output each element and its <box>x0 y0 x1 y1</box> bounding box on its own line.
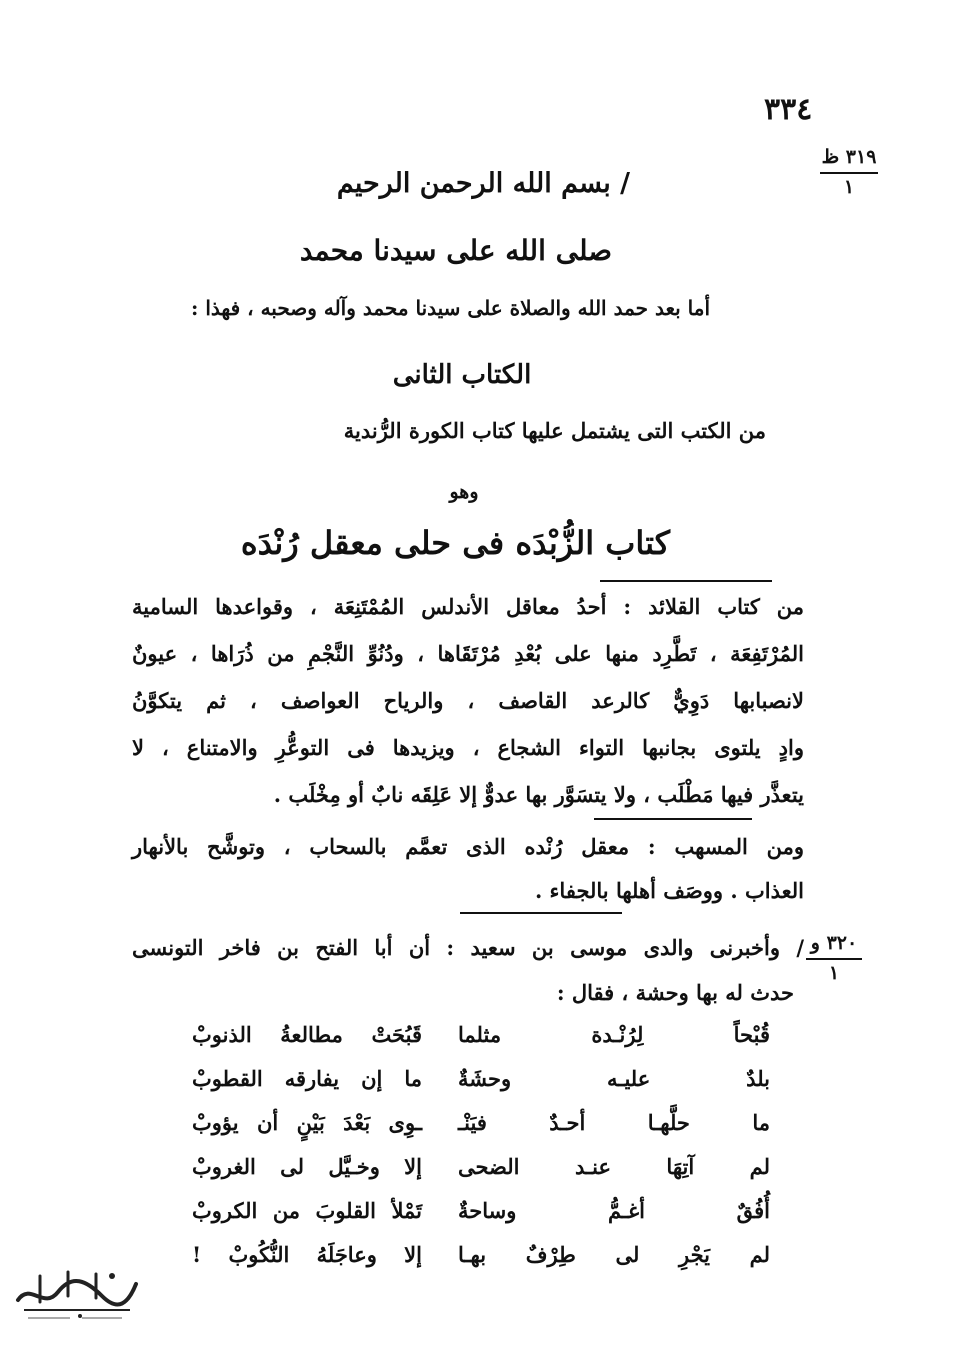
conjunction-line: وهو <box>449 481 479 503</box>
qalaid-line-4: وادٍ يلتوى بجانبها التواء الشجاع ، ويزيدها فى التوعُّرِ والامتناع ، لا <box>132 735 804 760</box>
narration-line-2: حدث له بها وحشة ، فقال : <box>556 980 794 1005</box>
verse-5-first-hemistich: أُفُقٌ أغـمُّ وساحةٌ <box>458 1198 770 1223</box>
marginal-folio-note <box>820 146 878 198</box>
verse-4-second-hemistich: إلا وخـيَّل لى الغروبْ <box>192 1154 422 1179</box>
verse-2-second-hemistich: ما إن يفارقه القطوبْ <box>192 1066 422 1091</box>
verse-1-first-hemistich: قُبْحاً لِرُنْـدة مثلما <box>458 1022 770 1047</box>
musahhab-line-1: ومن المسهب : معقل رُنْده الذى تعمَّم بالسحاب ، وتوشَّح بالأنهار <box>132 834 804 859</box>
qalaid-line-5: يتعذَّر فيها مَطْلَب ، ولا يتسَوَّر بها عدوٌّ إلا عَلِقَه نابٌ أو مِخْلَب . <box>273 782 804 807</box>
folio-label: ٣١٩ ظ <box>821 146 877 168</box>
book-two-title: الكتاب الثانى <box>392 360 532 390</box>
section-divider <box>600 580 772 582</box>
section-divider <box>460 912 622 914</box>
folio-divider <box>806 958 862 960</box>
library-stamp-icon <box>10 1262 142 1322</box>
verse-6-first-hemistich: لم يَجْرِ لى طِرْفٌ بهـا <box>458 1242 770 1267</box>
verse-1-second-hemistich: قَبُحَتْ مطالعةُ الذنوبْ <box>192 1022 422 1047</box>
verse-6-second-hemistich: إلا وعاجَلَهُ النُّكُوبْ ! <box>192 1242 422 1267</box>
folio-divider <box>820 172 878 174</box>
book-subtitle: من الكتب التى يشتمل عليها كتاب الكورة الرُّندية <box>343 418 766 443</box>
qalaid-line-2: المُرْتَفِعَة ، تَطَّرِد منها على بُعْدِ مُرْتَقَاها ، ودُنُوِّ النَّجْمِ من ذُرَاها ، عيونٌ <box>132 641 804 666</box>
verse-4-first-hemistich: لم آتِهَا عنـد الضحى <box>458 1154 770 1179</box>
verse-5-second-hemistich: تَمْلأ القلوبَ من الكروبْ <box>192 1198 422 1223</box>
salawat-heading: صلى الله على سيدنا محمد <box>299 234 612 267</box>
page-number: ٣٣٤ <box>764 92 813 127</box>
musahhab-line-2: العذاب . ووصَف أهلها بالجفاء . <box>534 878 804 903</box>
verse-3-second-hemistich: ـوِى بَعْدَ بَيْنٍ أن يؤوبْ <box>192 1110 422 1135</box>
marginal-folio-note <box>806 932 862 984</box>
opening-line: أما بعد حمد الله والصلاة على سيدنا محمد وآله وصحبه ، فهذا : <box>191 296 710 320</box>
narration-line-1: / وأخبرنى والدى موسى بن سعيد : أن أبا الفتح بن فاخر التونسى <box>132 935 804 960</box>
basmala: / بسم الله الرحمن الرحيم <box>336 168 630 199</box>
qalaid-line-1: من كتاب القلائد : أحدُ معاقل الأندلس المُمْتَنِعَة ، وقواعدها السامية <box>132 594 804 619</box>
verse-2-first-hemistich: بلدٌ عليـه وحشَةٌ <box>458 1066 770 1091</box>
qalaid-line-3: لانصبابها دَوِيٌّ كالرعد القاصف ، والرياح العواصف ، ثم يتكوَّنُ <box>132 688 804 713</box>
folio-number: ١ <box>828 962 840 984</box>
section-divider <box>594 818 752 820</box>
verse-3-first-hemistich: ما حلَّهـا أحـدٌ فيَنْـ <box>458 1110 770 1135</box>
folio-number: ١ <box>843 176 855 198</box>
folio-label: ٣٢٠ و <box>810 932 858 954</box>
zubda-title: كتاب الزُّبْدَه فى حلى معقل رُنْدَه <box>240 524 670 562</box>
